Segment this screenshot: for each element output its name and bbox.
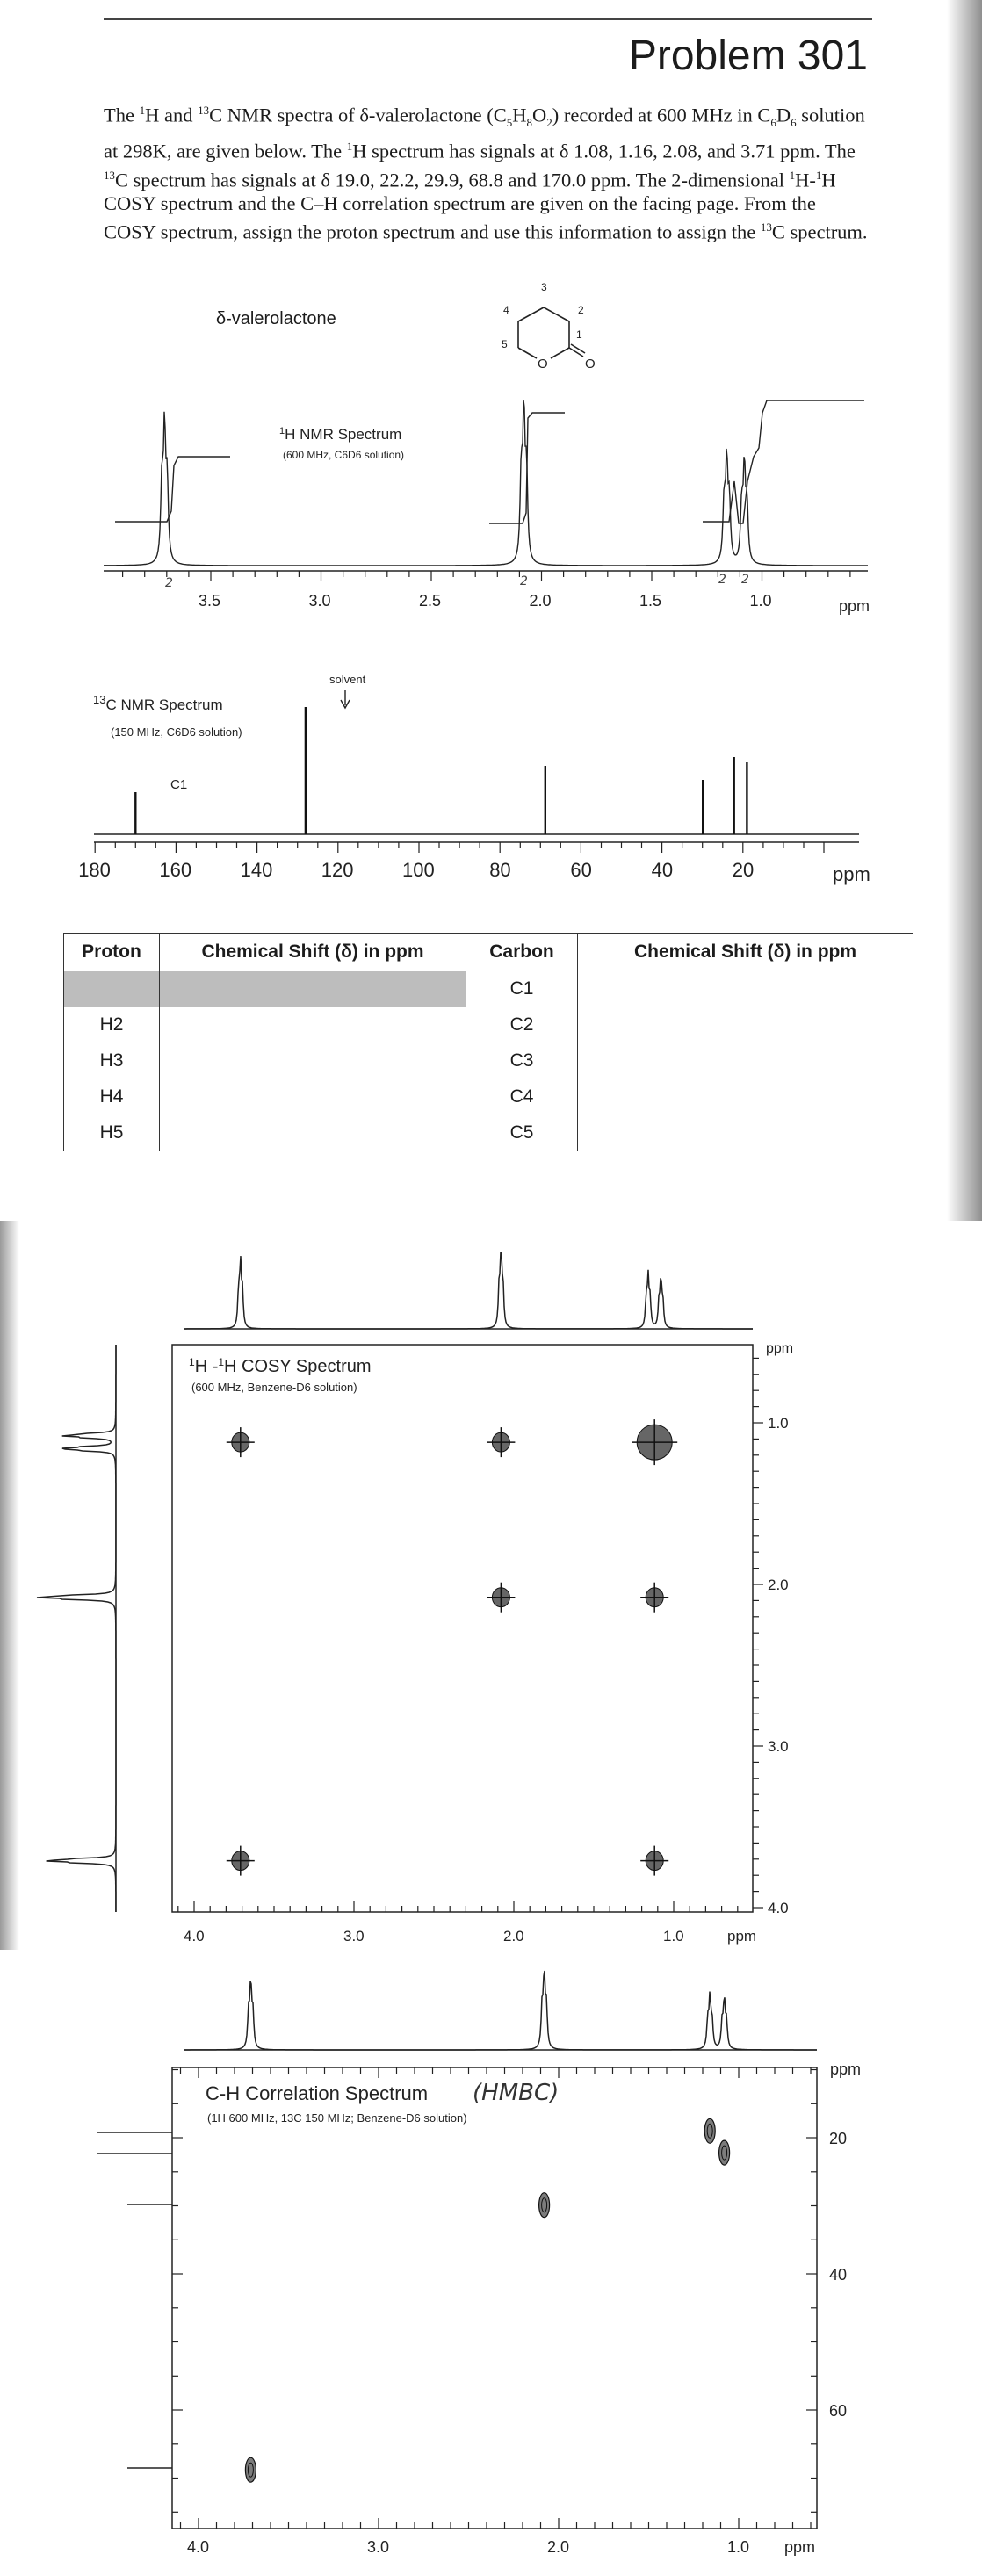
cosy-x-tick-label: 3.0 (343, 1928, 365, 1945)
h-nmr-tick-label: 1.5 (639, 592, 662, 610)
hmbc-cross-peak (704, 2118, 715, 2143)
carbon-cell: C2 (466, 1007, 578, 1043)
proton-cell: H3 (64, 1043, 160, 1079)
atom-label-4: 4 (503, 304, 509, 316)
atom-label-1: 1 (576, 328, 582, 341)
cosy-y-tick-label: 4.0 (768, 1900, 789, 1916)
integral-label: 2 (165, 576, 173, 590)
hmbc-cross-peak (245, 2457, 256, 2482)
hmbc-x-unit: ppm (784, 2538, 816, 2556)
molecule-name: δ-valerolactone (216, 309, 336, 328)
c-nmr-unit: ppm (833, 863, 870, 885)
hmbc-subtitle: (1H 600 MHz, 13C 150 MHz; Benzene-D6 solution) (207, 2111, 467, 2125)
h-nmr-tick-label: 2.5 (419, 592, 442, 610)
cosy-y-tick-label: 1.0 (768, 1415, 789, 1432)
h-nmr-tick-label: 2.0 (529, 592, 552, 610)
c-nmr-tick-label: 160 (159, 859, 192, 881)
carbon-cell: C4 (466, 1079, 578, 1115)
cosy-x-tick-label: 2.0 (503, 1928, 524, 1945)
h-nmr-unit: ppm (839, 597, 870, 615)
table-header: Chemical Shift (δ) in ppm (160, 934, 466, 971)
carbon-cell: C3 (466, 1043, 578, 1079)
h-nmr-tick-label: 3.0 (308, 592, 331, 610)
cosy-y-unit: ppm (766, 1341, 794, 1356)
c-nmr-tick-label: 40 (651, 859, 674, 881)
c-nmr-tick-label: 120 (321, 859, 354, 881)
ring-oxygen-label: O (538, 357, 548, 372)
integral-label: 2 (718, 573, 726, 587)
c-nmr-tick-label: 100 (402, 859, 435, 881)
hmbc-y-unit: ppm (830, 2060, 862, 2078)
c-nmr-subtitle: (150 MHz, C6D6 solution) (111, 725, 242, 739)
cosy-x-tick-label: 4.0 (184, 1928, 205, 1945)
hmbc-cross-peak (539, 2193, 550, 2218)
proton-cell: H5 (64, 1115, 160, 1151)
hmbc-top-trace (184, 1971, 817, 2050)
hmbc-x-tick-label: 2.0 (547, 2538, 570, 2556)
carbon-cell: C5 (466, 1115, 578, 1151)
h-nmr-title: $^1$H NMR Spectrum (279, 426, 402, 443)
c-nmr-tick-label: 80 (489, 859, 511, 881)
hmbc-cross-peak (719, 2140, 730, 2165)
hmbc-handwritten-note: (HMBC) (473, 2080, 560, 2106)
hmbc-y-tick-label: 20 (829, 2130, 848, 2147)
solvent-label: solvent (329, 673, 366, 686)
problem-statement: The $^1$H and $^{13}$C NMR spectra of δ-valerolactone $(C_5H_8O_2)$ recorded at 600 MHz in $C_6D_6$ solution at 298K, are given below. The $^1$H spectrum has signals at δ 1.08, 1.16, 2.08, and 3.71 ppm. The $^{13}$C spectrum has signals at δ 19.0, 22.2, 29.9, 68.8 and 170.0 ppm. The 2-dimensional $^1$H-$^1$H COSY spectrum and the C–H correlation spectrum are given on the facing page. From the COSY spectrum, assign the proton spectrum and use this information to assign the $^{13}$C spectrum. (104, 104, 868, 243)
table-header: Proton (64, 934, 160, 971)
hmbc-frame (172, 2067, 817, 2529)
atom-label-3: 3 (541, 281, 547, 293)
hmbc-x-tick-label: 3.0 (367, 2538, 390, 2556)
carbon-cell: C1 (466, 971, 578, 1007)
proton-cell: H2 (64, 1007, 160, 1043)
c-nmr-tick-label: 60 (570, 859, 592, 881)
atom-label-5: 5 (502, 338, 508, 350)
problem-title: Problem 301 (628, 32, 868, 79)
integral-label: 2 (741, 573, 749, 587)
table-header: Carbon (466, 934, 578, 971)
h-nmr-subtitle: (600 MHz, C6D6 solution) (283, 449, 405, 461)
cosy-y-tick-label: 2.0 (768, 1577, 789, 1593)
cosy-x-tick-label: 1.0 (663, 1928, 684, 1945)
c-nmr-tick-label: 140 (240, 859, 273, 881)
cosy-x-unit: ppm (727, 1928, 757, 1945)
c-nmr-title: $^{13}$C NMR Spectrum (93, 692, 223, 713)
cosy-subtitle: (600 MHz, Benzene-D6 solution) (191, 1381, 357, 1394)
atom-label-2: 2 (578, 304, 584, 316)
c-nmr-tick-label: 180 (78, 859, 111, 881)
integral-label: 2 (520, 574, 528, 588)
proton-cell: H4 (64, 1079, 160, 1115)
c-nmr-tick-label: 20 (732, 859, 755, 881)
hmbc-x-tick-label: 4.0 (187, 2538, 210, 2556)
cosy-y-tick-label: 3.0 (768, 1738, 789, 1755)
h-nmr-tick-label: 3.5 (199, 592, 221, 610)
hmbc-title: C-H Correlation Spectrum (206, 2082, 429, 2104)
c1-label: C1 (170, 777, 188, 792)
hmbc-y-tick-label: 60 (829, 2402, 848, 2420)
carbonyl-oxygen-label: O (585, 357, 596, 372)
hmbc-x-tick-label: 1.0 (727, 2538, 750, 2556)
hmbc-y-tick-label: 40 (829, 2266, 848, 2284)
cosy-title: $^1$H -$^1$H COSY Spectrum (189, 1356, 372, 1376)
table-header: Chemical Shift (δ) in ppm (578, 934, 913, 971)
h-nmr-tick-label: 1.0 (749, 592, 772, 610)
